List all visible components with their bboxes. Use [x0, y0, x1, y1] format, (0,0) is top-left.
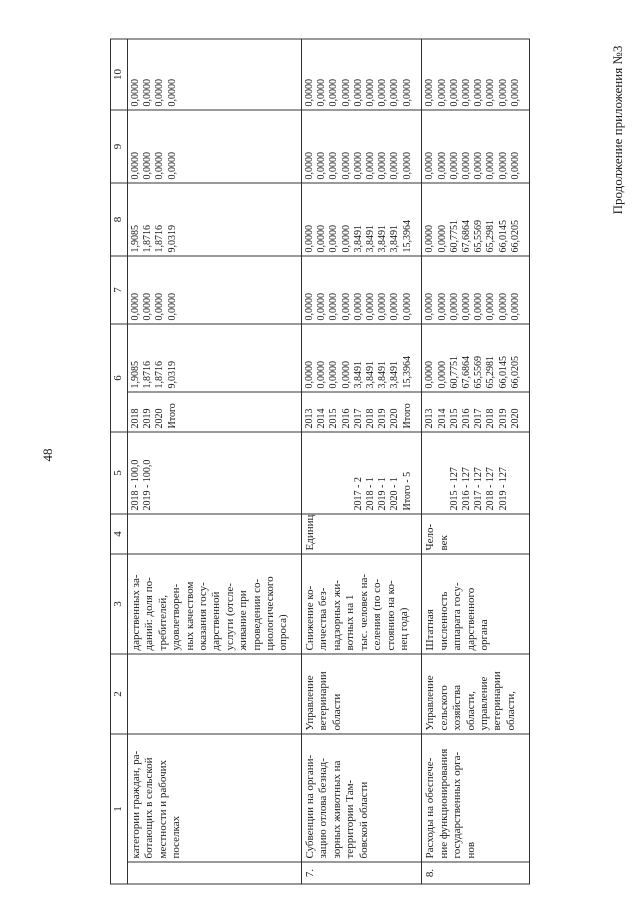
page-number: 48: [40, 448, 55, 462]
row-indicator: Штатная численность аппарата госу- дарственного органа: [422, 554, 530, 654]
row-unit: Единиц: [302, 514, 422, 554]
row-local-funding: 0,0000 0,0000 0,0000 0,0000 0,0000 0,0000 0,0000 0,0000: [422, 110, 530, 183]
header-col-10: 10: [111, 39, 128, 110]
table-row-8: [422, 39, 530, 884]
row-indicator: Снижение ко- личества без- надзорных жи- вотных на 1 тыс. человек на- селения (по со- стоянию на ко- нец года): [302, 554, 422, 654]
table-row-continued: [128, 39, 302, 884]
row-regional-funding: 1,9085 1,8716 1,8716 9,0319: [128, 183, 302, 256]
header-col-7: 7: [111, 256, 128, 324]
budget-table-frame: [110, 40, 530, 885]
row-target-values: 2017 - 2 2018 - 1 2019 - 1 2020 - 1 Итого - 5: [302, 432, 422, 514]
header-col-4: 4: [111, 514, 128, 554]
row-measure: категории граждан, ра- ботающих в сельской местности и рабочих поселках: [128, 734, 302, 862]
row-other-funding: 0,0000 0,0000 0,0000 0,0000 0,0000 0,0000 0,0000 0,0000: [422, 39, 530, 110]
row-total-funding: 0,0000 0,0000 0,0000 0,0000 3,8491 3,8491 3,8491 3,8491 15,3964: [302, 324, 422, 392]
row-other-funding: 0,0000 0,0000 0,0000 0,0000 0,0000 0,0000 0,0000 0,0000 0,0000: [302, 39, 422, 110]
row-measure: Субвенции на органи- зацию отлова безнад- зорных животных на территории Там- бовской области: [302, 734, 422, 862]
row-years: 2013 2014 2015 2016 2017 2018 2019 2020: [422, 392, 530, 432]
header-col-8: 8: [111, 183, 128, 256]
header-col-6: 6: [111, 324, 128, 432]
row-local-funding: 0,0000 0,0000 0,0000 0,0000: [128, 110, 302, 183]
table-header: [111, 39, 128, 884]
row-total-funding: 1,9085 1,8716 1,8716 9,0319: [128, 324, 302, 392]
row-index: 7.: [302, 862, 422, 884]
appendix-caption: Продолжение приложения №3: [610, 45, 625, 215]
row-federal-funding: 0,0000 0,0000 0,0000 0,0000 0,0000 0,0000 0,0000 0,0000 0,0000: [302, 256, 422, 324]
row-indicator: дарственных за- даний: доля по- требителей, удовлетворен- ных качеством оказания госу- дарственной услуги (отсле- живание при проведении со- циологического опроса): [128, 554, 302, 654]
budget-table: [110, 39, 530, 885]
row-executor: [128, 654, 302, 734]
row-federal-funding: 0,0000 0,0000 0,0000 0,0000 0,0000 0,0000 0,0000 0,0000: [422, 256, 530, 324]
row-executor: Управление сельского хозяйства области, управление ветеринарии области,: [422, 654, 530, 734]
table-row-7: [302, 39, 422, 884]
row-total-funding: 0,0000 0,0000 60,7751 67,6864 65,5569 65,2981 66,0145 66,0205: [422, 324, 530, 392]
row-unit: [128, 514, 302, 554]
row-years: 2013 2014 2015 2016 2017 2018 2019 2020 Итого: [302, 392, 422, 432]
row-index: [128, 862, 302, 884]
row-years: 2018 2019 2020 Итого: [128, 392, 302, 432]
header-col-3: 3: [111, 554, 128, 654]
header-col-9: 9: [111, 110, 128, 183]
row-target-values: 2015 - 127 2016 - 127 2017 - 127 2018 - 127 2019 - 127: [422, 432, 530, 514]
row-measure: Расходы на обеспече- ние функционирования государственных орга- нов: [422, 734, 530, 862]
row-executor: Управление ветеринарии области: [302, 654, 422, 734]
row-other-funding: 0,0000 0,0000 0,0000 0,0000: [128, 39, 302, 110]
row-regional-funding: 0,0000 0,0000 0,0000 0,0000 3,8491 3,8491 3,8491 3,8491 15,3964: [302, 183, 422, 256]
header-col-5: 5: [111, 432, 128, 514]
row-local-funding: 0,0000 0,0000 0,0000 0,0000 0,0000 0,0000 0,0000 0,0000 0,0000: [302, 110, 422, 183]
row-index: 8.: [422, 862, 530, 884]
header-col-1: 1: [111, 734, 128, 884]
row-target-values: 2018 - 100,0 2019 - 100,0: [128, 432, 302, 514]
row-federal-funding: 0,0000 0,0000 0,0000 0,0000: [128, 256, 302, 324]
header-col-2: 2: [111, 654, 128, 734]
row-unit: Чело- век: [422, 514, 530, 554]
row-regional-funding: 0,0000 0,0000 60,7751 67,6864 65,5569 65,2981 66,0145 66,0205: [422, 183, 530, 256]
